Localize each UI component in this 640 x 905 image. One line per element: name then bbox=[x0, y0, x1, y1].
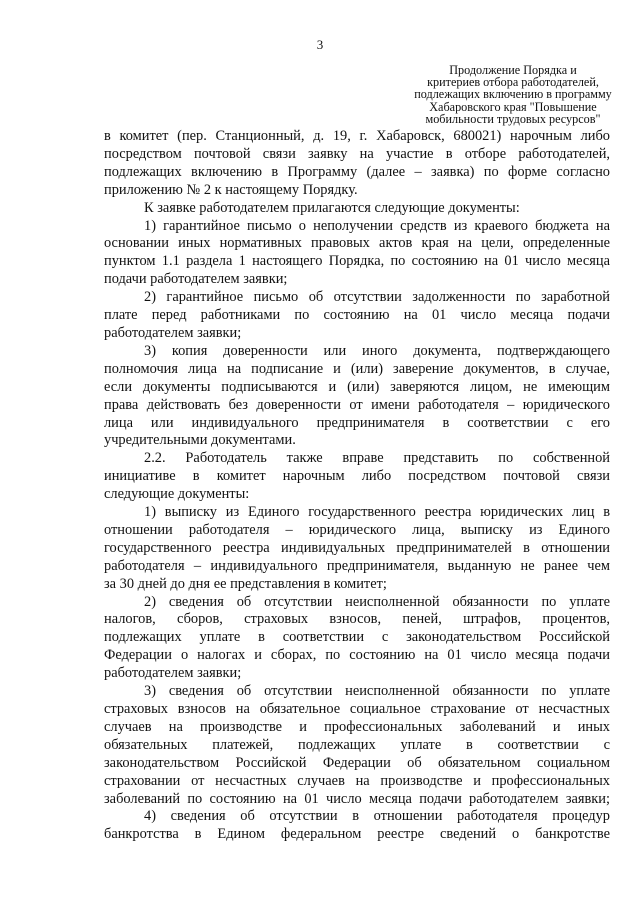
text-line: законодательством Российской Федерации об обязательном социальном bbox=[104, 754, 610, 771]
document-body bbox=[104, 128, 610, 844]
text-line: работодателем заявки; bbox=[104, 665, 242, 682]
heading-line: Хабаровского края "Повышение bbox=[429, 99, 597, 114]
text-line: К заявке работодателем прилагаются следующие документы: bbox=[144, 199, 520, 216]
text-line: подачи работодателем заявки; bbox=[104, 271, 288, 288]
heading-line: мобильности трудовых ресурсов" bbox=[425, 111, 601, 126]
text-line: лица или индивидуального предпринимателя в соответствии с его bbox=[104, 414, 610, 431]
text-line: 1) гарантийное письмо о неполучении средств из краевого бюджета на bbox=[144, 217, 610, 234]
page-number: 3 bbox=[316, 37, 324, 52]
text-line: подлежащих уплате в соответствии с законодательством Российской bbox=[104, 629, 610, 646]
text-line: за 30 дней до дня ее представления в комитет; bbox=[104, 575, 387, 592]
text-line: 4) сведения об отсутствии в отношении работодателя процедур bbox=[144, 808, 610, 825]
text-line: банкротства в Едином федеральном реестре сведений о банкротстве bbox=[104, 826, 610, 843]
text-line: налогов, сборов, страховых взносов, пеней, штрафов, процентов, bbox=[104, 611, 610, 628]
text-line: 1) выписку из Единого государственного реестра юридических лиц в bbox=[144, 504, 610, 521]
text-line: права действовать без доверенности от имени работодателя – юридического bbox=[104, 396, 610, 413]
text-line: Федерации о налогах и сборах, по состоянию на 01 число месяца подачи bbox=[104, 647, 610, 664]
text-line: 2) сведения об отсутствии неисполненной обязанности по уплате bbox=[144, 593, 610, 610]
text-line: 3) копия доверенности или иного документа, подтверждающего bbox=[144, 342, 610, 359]
text-line: страховых взносов на обязательное социальное страхование от несчастных bbox=[104, 701, 610, 717]
text-line: работодателя – индивидуального предпринимателя, выданную не ранее чем bbox=[104, 557, 610, 574]
text-line: следующие документы: bbox=[104, 486, 250, 503]
heading-line: подлежащих включению в программу bbox=[414, 87, 612, 102]
text-line: 2.2. Работодатель также вправе представить по собственной bbox=[144, 450, 610, 467]
text-line: посредством почтовой связи заявку на участие в отборе работодателей, bbox=[104, 145, 610, 162]
text-line: основании иных нормативных правовых актов края на цели, определенные bbox=[104, 235, 610, 252]
text-line: заболеваний по состоянию на 01 число месяца подачи работодателем заявки; bbox=[104, 790, 610, 807]
text-line: отношении работодателя – юридического лица, выписку из Единого bbox=[104, 521, 610, 538]
continuation-heading bbox=[403, 64, 623, 125]
text-line: приложению № 2 к настоящему Порядку. bbox=[104, 181, 358, 198]
heading-line: Продолжение Порядка и bbox=[449, 63, 577, 77]
text-line: работодателем заявки; bbox=[104, 324, 242, 341]
text-line: учредительными документами. bbox=[104, 432, 296, 449]
text-line: государственного реестра индивидуальных предпринимателей в отношении bbox=[104, 539, 610, 556]
text-line: 3) сведения об отсутствии неисполненной обязанности по уплате bbox=[144, 683, 610, 700]
text-line: страховании от несчастных случаев на производстве и профессиональных bbox=[104, 772, 610, 789]
text-line: плате перед работниками по состоянию на 01 число месяца подачи bbox=[104, 307, 610, 324]
text-line: обязательных платежей, подлежащих уплате в соответствии с bbox=[104, 736, 610, 753]
text-line: случаев на производстве и профессиональных заболеваний и иных bbox=[104, 718, 610, 735]
text-line: если документы подписываются и (или) заверяются лицом, не имеющим bbox=[104, 378, 610, 395]
heading-line: критериев отбора работодателей, bbox=[427, 75, 599, 90]
text-line: инициативе в комитет нарочным либо посредством почтовой связи bbox=[104, 468, 610, 485]
text-line: в комитет (пер. Станционный, д. 19, г. Хабаровск, 680021) нарочным либо bbox=[104, 128, 610, 144]
text-line: пунктом 1.1 раздела 1 настоящего Порядка, по состоянию на 01 число месяца bbox=[104, 253, 610, 270]
text-line: подлежащих включению в Программу (далее – заявка) по форме согласно bbox=[104, 163, 610, 180]
text-line: полномочия лица на подписание и (или) заверение документов, в случае, bbox=[104, 360, 610, 377]
text-line: 2) гарантийное письмо об отсутствии задолженности по заработной bbox=[144, 289, 610, 306]
